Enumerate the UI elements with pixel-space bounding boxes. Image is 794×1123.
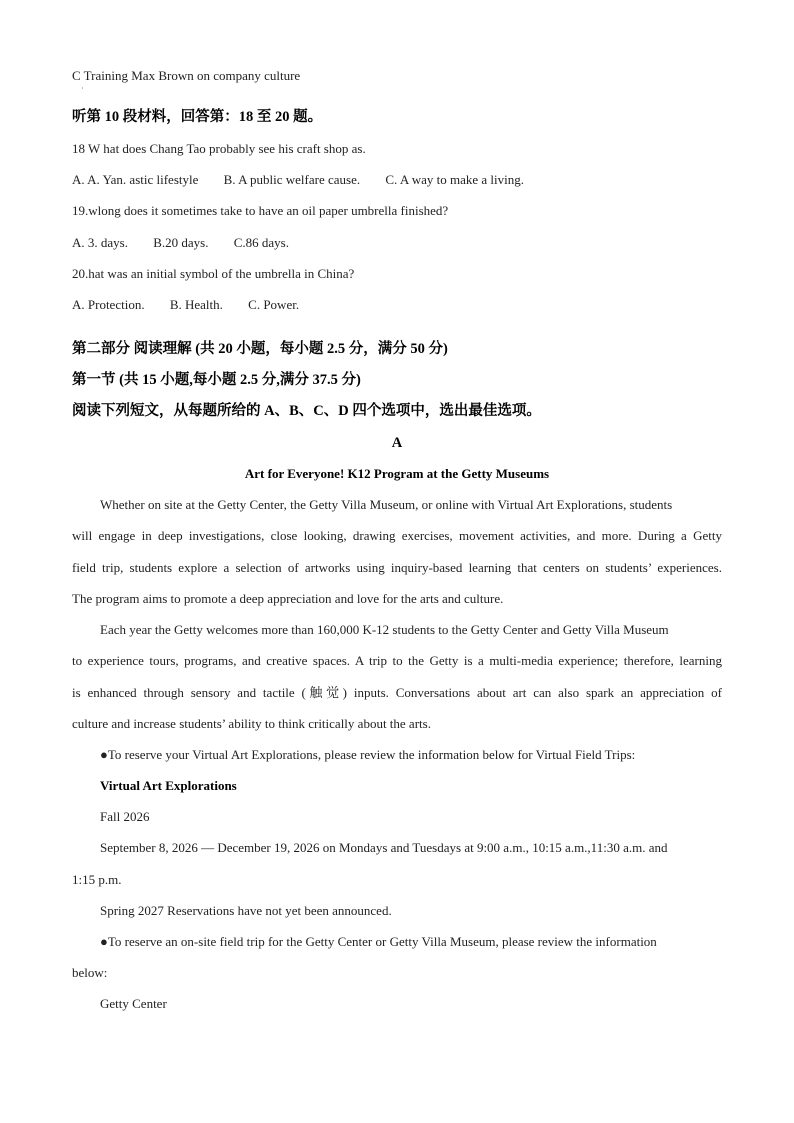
p2-line-3: is enhanced through sensory and tactile (触觉) inputs. Conversations about art can also spark an appreciation of: [72, 685, 722, 700]
passage-title: Art for Everyone! K12 Program at the Getty Museums: [244, 466, 550, 481]
q19-options: [72, 234, 722, 252]
q20-option-b: B. Health.: [169, 297, 223, 312]
bullet-onsite-line-1: ●To reserve an on-site field trip for the Getty Center or Getty Villa Museum, please review the information: [100, 934, 657, 949]
p2-line-4: culture and increase students’ ability to think critically about the arts.: [72, 716, 431, 731]
q18-stem: 18 W hat does Chang Tao probably see his craft shop as.: [72, 141, 366, 156]
q20-options: [72, 296, 722, 314]
p1-line-1: Whether on site at the Getty Center, the Getty Villa Museum, or online with Virtual Art Explorations, students: [100, 497, 673, 512]
stray-dot: ·: [81, 84, 84, 93]
q19-option-a: A. 3. days.: [72, 235, 128, 250]
p1-line-4: The program aims to promote a deep appreciation and love for the arts and culture.: [72, 591, 504, 606]
schedule-line-2: 1:15 p.m.: [72, 872, 122, 887]
q17-option-c: C Training Max Brown on company culture: [72, 68, 301, 83]
fall-label: Fall 2026: [100, 809, 150, 824]
bullet-onsite-line-2: below:: [72, 965, 108, 980]
q19-stem: 19.wlong does it sometimes take to have an oil paper umbrella finished?: [72, 203, 449, 218]
q20-option-a: A. Protection.: [72, 297, 145, 312]
q20-option-c: C. Power.: [248, 297, 300, 312]
q19-option-b: B.20 days.: [153, 235, 209, 250]
p2-line-1: Each year the Getty welcomes more than 160,000 K-12 students to the Getty Center and Getty Villa Museum: [100, 622, 669, 637]
q19-option-c: C.86 days.: [233, 235, 289, 250]
virtual-heading: Virtual Art Explorations: [100, 778, 237, 793]
listening-section-header: 听第 10 段材料，回答第：18 至 20 题。: [72, 109, 323, 125]
p2-line-2: to experience tours, programs, and creative spaces. A trip to the Getty is a multi-media experience; therefore, learning: [72, 653, 722, 668]
q20-stem: 20.hat was an initial symbol of the umbrella in China?: [72, 266, 355, 281]
q18-option-a: A. A. Yan. astic lifestyle: [72, 172, 199, 187]
q18-option-b: B. A public welfare cause.: [223, 172, 361, 187]
p1-line-2: will engage in deep investigations, close looking, drawing exercises, movement activities, and more. During a Getty: [72, 528, 722, 543]
bullet-virtual-trips: ●To reserve your Virtual Art Explorations, please review the information below for Virtual Field Trips:: [100, 747, 636, 762]
q18-option-c: C. A way to make a living.: [385, 172, 525, 187]
reading-instructions: 阅读下列短文，从每题所给的 A、B、C、D 四个选项中，选出最佳选项。: [72, 403, 541, 419]
p1-line-3: field trip, students explore a selection of artworks using inquiry-based learning that centers on students’ experiences.: [72, 560, 722, 575]
reading-part-header: 第二部分 阅读理解 (共 20 小题，每小题 2.5 分，满分 50 分): [72, 341, 448, 357]
spring-note: Spring 2027 Reservations have not yet been announced.: [100, 903, 392, 918]
passage-letter: A: [391, 435, 403, 451]
reading-section-header: 第一节 (共 15 小题,每小题 2.5 分,满分 37.5 分): [72, 372, 361, 388]
getty-center-label: Getty Center: [100, 996, 167, 1011]
schedule-line-1: September 8, 2026 — December 19, 2026 on Mondays and Tuesdays at 9:00 a.m., 10:15 a.m.,11:30 a.m. and: [100, 840, 668, 855]
q18-options: [72, 171, 722, 189]
